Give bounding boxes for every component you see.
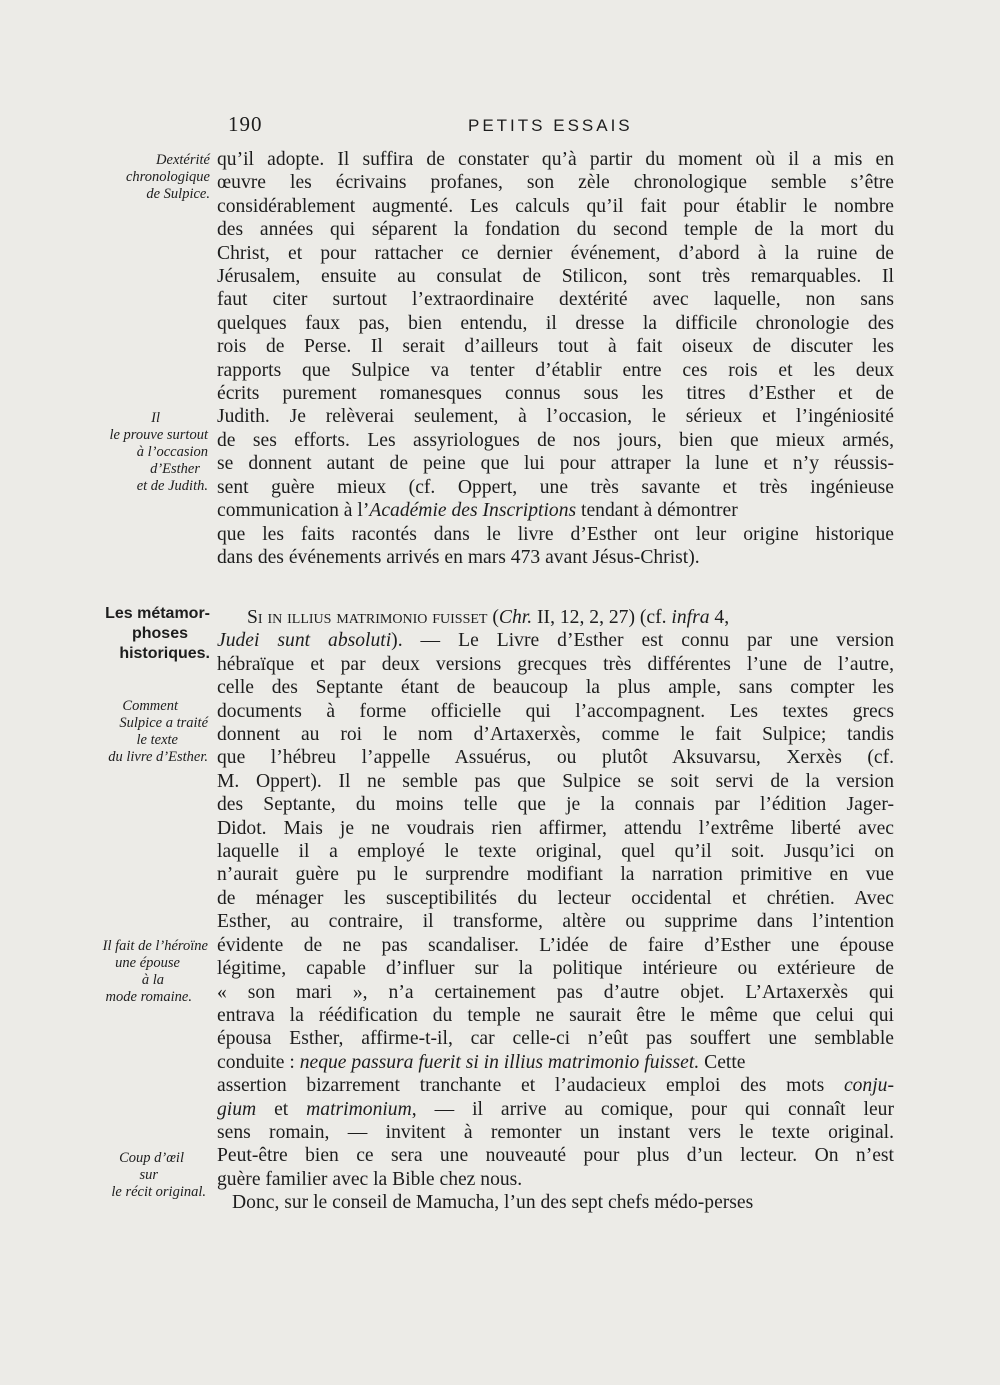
text-line: se donnent autant de peine que lui pour attraper la lune et n’y réussis- <box>217 453 894 475</box>
text-fragment: conduite : <box>217 1051 300 1073</box>
italic-quote: Judei sunt absoluti <box>217 630 392 652</box>
margin-note-line: mode romaine. <box>105 989 192 1005</box>
margin-note-dexterite <box>50 152 210 203</box>
text-line: que les faits racontés dans le livre d’Esther ont leur origine historique <box>217 523 894 545</box>
text-line: Didot. Mais je ne voudrais rien affirmer, attendu l’extrême liberté avec <box>217 817 894 839</box>
text-line <box>217 1074 894 1097</box>
text-line: documents à forme officielle qui l’accompagnent. Les textes grecs <box>217 700 894 722</box>
text-line: entrava la réédification du temple ne saurait être le même que celui qui <box>217 1004 894 1026</box>
margin-note-line: Sulpice a traité <box>119 715 208 731</box>
margin-note-line: Il <box>151 410 160 426</box>
text-line <box>217 499 894 522</box>
text-fragment: et <box>256 1098 307 1120</box>
margin-note-coup-doeil <box>46 1150 206 1201</box>
margin-note-line: chronologique <box>125 169 210 185</box>
text-line: évidente de ne pas scandaliser. L’idée de faire d’Esther une épouse <box>217 934 894 956</box>
margin-note-line: le prouve surtout <box>109 427 208 443</box>
text-line: sens romain, — invitent à remonter un instant vers le texte original. <box>217 1121 894 1143</box>
paragraph-1 <box>217 148 894 569</box>
text-line: n’aurait guère pu le surprendre modifiant la narration primitive en vue <box>217 864 894 886</box>
text-line: Judith. Je relèverai seulement, à l’occasion, le sérieux et l’ingéniosité <box>217 406 894 428</box>
side-heading-line: phoses <box>131 625 188 642</box>
margin-note-line: du livre d’Esther. <box>108 749 208 765</box>
margin-note-heroine <box>48 938 208 1006</box>
margin-note-line: Il fait de l’héroïne <box>102 938 208 954</box>
margin-note-line: Dextérité <box>156 152 210 168</box>
text-fragment: , — il arrive au comique, pour qui connaît leur <box>411 1098 894 1120</box>
text-line: donnent au roi le nom d’Artaxerxès, comme le fait Sulpice; tandis <box>217 724 894 746</box>
margin-note-comment-sulpice <box>48 698 208 766</box>
text-line <box>217 1098 894 1121</box>
italic-quote: neque passura fuerit si in illius matrimonio fuisset. <box>299 1051 700 1073</box>
italic-ref: Chr. <box>498 607 533 628</box>
paragraph-2 <box>217 606 894 1215</box>
text-line: qu’il adopte. Il suffira de constater qu’à partir du moment où il a mis en <box>217 149 894 170</box>
text-fragment: assertion bizarrement tranchante et l’audacieux emploi des mots <box>217 1075 844 1097</box>
small-caps-quote: Si in illius matrimonio fuisset <box>246 607 488 628</box>
margin-note-line: et de Judith. <box>136 478 208 494</box>
text-line <box>217 629 894 652</box>
margin-note-line: à la <box>141 972 164 988</box>
text-fragment: ). — Le Livre d’Esther est connu par une version <box>391 630 894 652</box>
side-heading-metamorphoses <box>40 604 210 664</box>
text-line: de ses efforts. Les assyriologues de nos jours, bien que mieux armés, <box>217 429 894 451</box>
margin-note-line: Comment <box>122 698 178 714</box>
margin-note-line: d’Esther <box>150 461 200 477</box>
margin-note-line: le texte <box>136 732 178 748</box>
text-line: considérablement augmenté. Les calculs qu’il fait pour établir le nombre <box>217 195 894 217</box>
text-fragment: II, 12, 2, 27) (cf. <box>532 607 672 628</box>
text-line: Peut-être bien ce sera une nouveauté pour plus d’un lecteur. On n’est <box>217 1145 894 1167</box>
text-fragment: 4, <box>709 607 730 628</box>
margin-note-line: de Sulpice. <box>146 186 210 202</box>
text-line: des Septante, du moins telle que je la connais par l’édition Jager- <box>217 794 894 816</box>
text-line: faut citer surtout l’extraordinaire dextérité avec laquelle, non sans <box>217 289 894 311</box>
text-fragment: Cette <box>699 1051 746 1073</box>
margin-note-line: une épouse <box>115 955 180 971</box>
text-line: guère familier avec la Bible chez nous. <box>217 1168 523 1190</box>
text-fragment: tendant à démontrer <box>581 500 738 522</box>
text-fragment: ( <box>487 607 499 628</box>
text-line: œuvre les écrivains profanes, son zèle chronologique semble s’être <box>217 172 894 194</box>
text-line <box>217 1051 894 1074</box>
page-number: 190 <box>228 112 263 136</box>
italic-word: gium <box>217 1098 257 1120</box>
side-heading-line: historiques. <box>119 645 210 662</box>
text-line: « son mari », n’a certainement pas d’autre objet. L’Artaxerxès qui <box>217 981 894 1003</box>
text-line: Jérusalem, ensuite au consulat de Stilicon, sont très remarquables. Il <box>217 266 894 288</box>
side-heading-line: Les métamor- <box>105 605 210 622</box>
text-line: quelques faux pas, bien entendu, il dresse la difficile chronologie des <box>217 312 894 334</box>
text-line: hébraïque et par deux versions grecques très différentes l’une de l’autre, <box>217 653 894 675</box>
text-line: sent guère mieux (cf. Oppert, une très savante et très ingénieuse <box>217 476 894 498</box>
italic-word: conju- <box>843 1075 894 1097</box>
text-line: celle des Septante étant de beaucoup la plus ample, sans compter les <box>217 677 894 699</box>
italic-ref: infra <box>671 607 710 628</box>
text-line: rois de Perse. Il serait d’ailleurs tout à fait oiseux de discuter les <box>217 336 894 358</box>
margin-note-line: à l’occasion <box>136 444 208 460</box>
text-line: rapports que Sulpice va tenter d’établir entre ces rois et les deux <box>217 359 894 381</box>
text-line <box>217 606 894 629</box>
text-line: écrits purement romanesques connus sous les titres d’Esther et de <box>217 383 894 405</box>
text-line: Esther, au contraire, il transforme, altère ou supprime dans l’intention <box>217 911 894 933</box>
margin-note-line: Coup d’œil <box>119 1150 184 1166</box>
text-line: légitime, capable d’influer sur la politique intérieure ou extérieure de <box>217 958 894 980</box>
text-line: épousa Esther, affirme-t-il, car celle-ci n’eût pas souffert une semblable <box>217 1028 894 1050</box>
text-line: M. Oppert). Il ne semble pas que Sulpice se soit servi de la version <box>217 770 894 792</box>
margin-note-line: sur <box>139 1167 158 1183</box>
text-line: de ménager les susceptibilités du lecteur occidental et chrétien. Avec <box>217 887 894 909</box>
italic-title: Académie des Inscriptions <box>369 500 577 522</box>
text-line: dans des événements arrivés en mars 473 avant Jésus-Christ). <box>217 546 700 568</box>
margin-note-line: le récit original. <box>111 1184 206 1200</box>
text-fragment: communication à l’ <box>217 500 370 522</box>
text-line: laquelle il a employé le texte original, quel qu’il soit. Jusqu’ici on <box>217 841 894 863</box>
text-line: Donc, sur le conseil de Mamucha, l’un des sept chefs médo-perses <box>232 1192 754 1214</box>
text-line: Christ, et pour rattacher ce dernier événement, d’abord à la ruine de <box>217 242 894 264</box>
text-line: des années qui séparent la fondation du second temple de la mort du <box>217 219 894 241</box>
running-title: PETITS ESSAIS <box>468 116 633 135</box>
text-line: que l’hébreu l’appelle Assuérus, ou plutôt Aksuvarsu, Xerxès (cf. <box>217 747 894 769</box>
italic-word: matrimonium <box>306 1098 412 1120</box>
page-header <box>0 112 1000 142</box>
margin-note-esther-judith <box>48 410 208 495</box>
